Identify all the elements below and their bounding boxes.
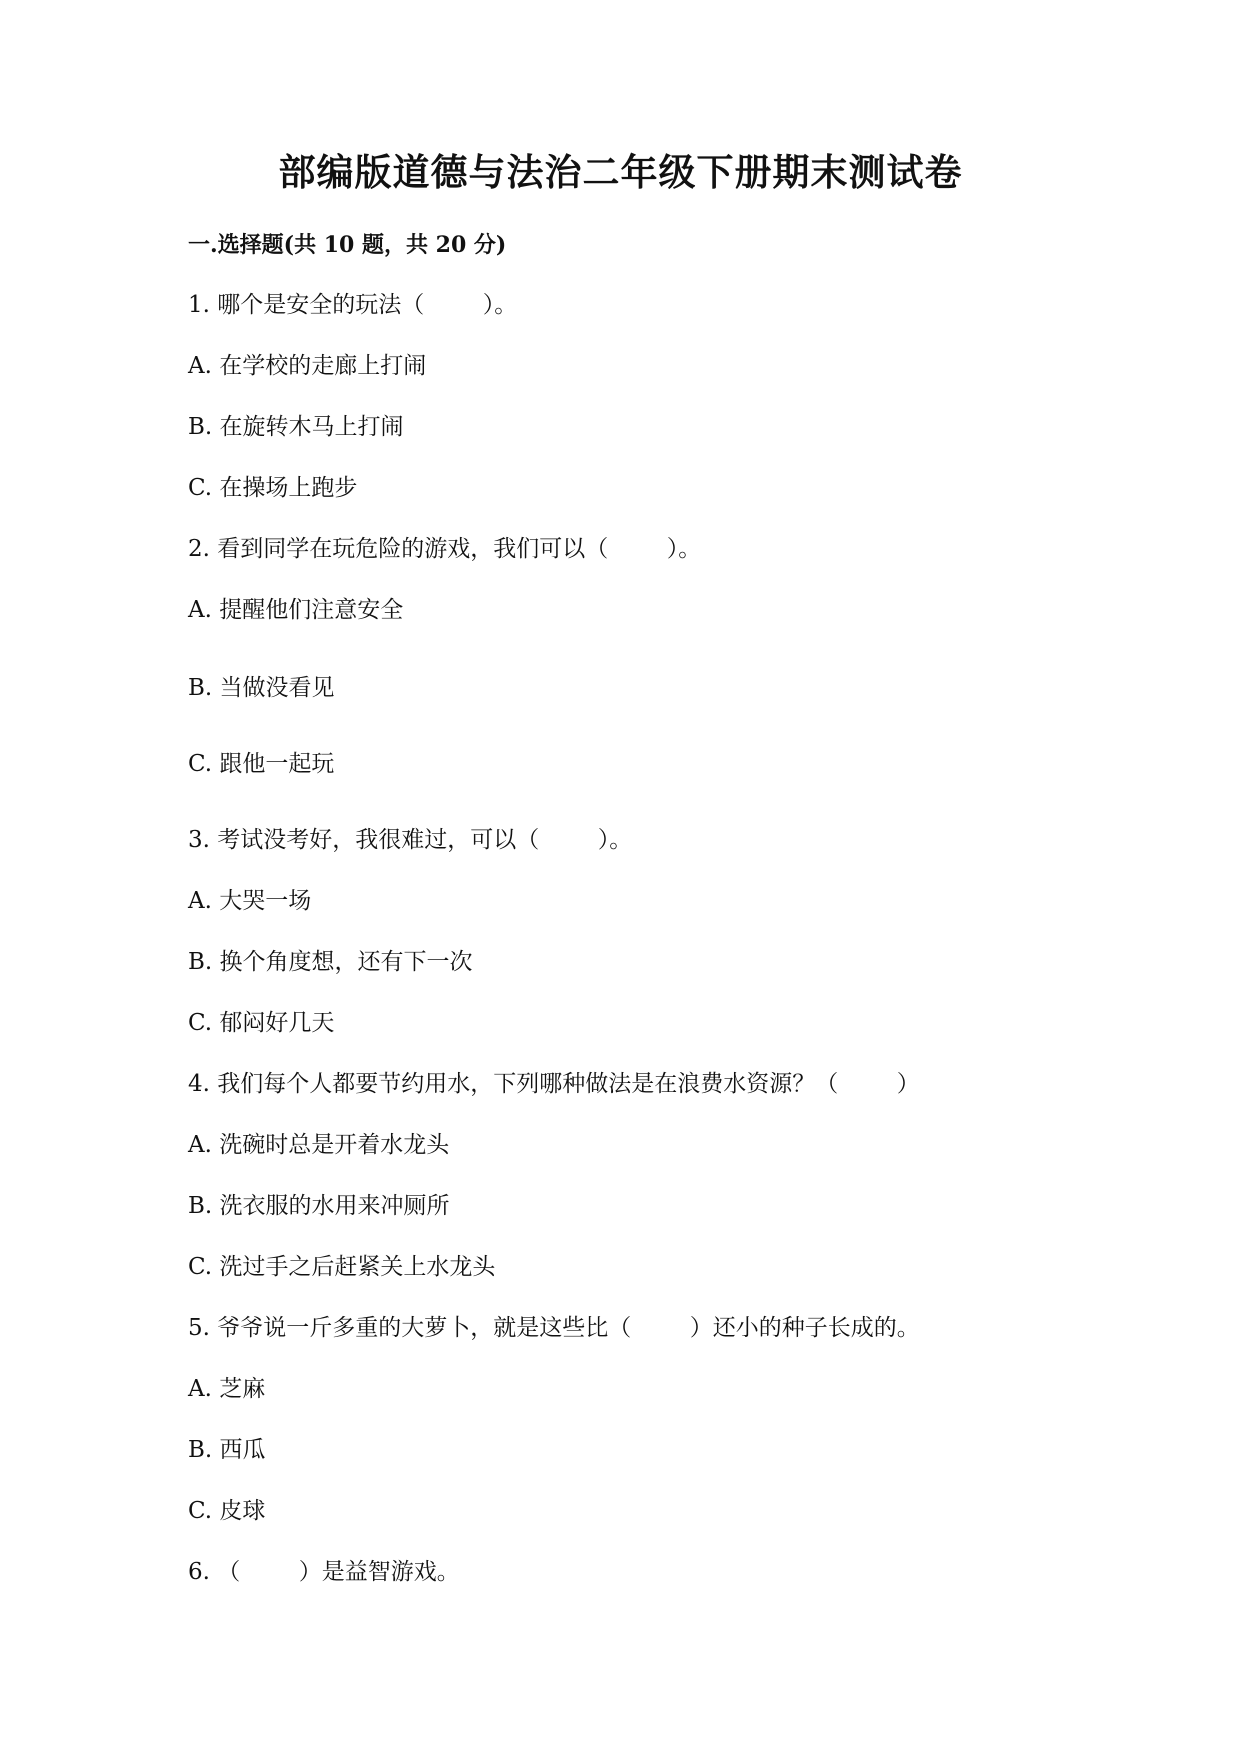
- answer-option: A. 提醒他们注意安全: [188, 597, 404, 623]
- answer-option: A. 芝麻: [188, 1376, 266, 1402]
- answer-option: C. 跟他一起玩: [188, 751, 335, 777]
- answer-option: A. 洗碗时总是开着水龙头: [188, 1132, 450, 1158]
- answer-option: C. 皮球: [188, 1498, 266, 1524]
- answer-option: B. 在旋转木马上打闹: [188, 414, 404, 440]
- answer-option: B. 换个角度想，还有下一次: [188, 949, 473, 975]
- answer-option: B. 西瓜: [188, 1437, 266, 1463]
- section-heading: 一.选择题(共 10 题，共 20 分): [188, 232, 507, 258]
- question-stem: 6. （ ）是益智游戏。: [188, 1559, 460, 1585]
- answer-option: A. 大哭一场: [188, 888, 312, 914]
- answer-option: B. 洗衣服的水用来冲厕所: [188, 1193, 450, 1219]
- answer-option: C. 在操场上跑步: [188, 475, 358, 501]
- question-stem: 1. 哪个是安全的玩法（ ）。: [188, 292, 518, 318]
- answer-option: C. 洗过手之后赶紧关上水龙头: [188, 1254, 496, 1280]
- question-stem: 5. 爷爷说一斤多重的大萝卜，就是这些比（ ）还小的种子长成的。: [188, 1315, 920, 1341]
- question-stem: 4. 我们每个人都要节约用水，下列哪种做法是在浪费水资源？（ ）: [188, 1071, 920, 1097]
- answer-option: A. 在学校的走廊上打闹: [188, 353, 427, 379]
- question-stem: 2. 看到同学在玩危险的游戏，我们可以（ ）。: [188, 536, 702, 562]
- answer-option: B. 当做没看见: [188, 675, 335, 701]
- question-stem: 3. 考试没考好，我很难过，可以（ ）。: [188, 827, 633, 853]
- answer-option: C. 郁闷好几天: [188, 1010, 335, 1036]
- page-title: 部编版道德与法治二年级下册期末测试卷: [278, 150, 963, 194]
